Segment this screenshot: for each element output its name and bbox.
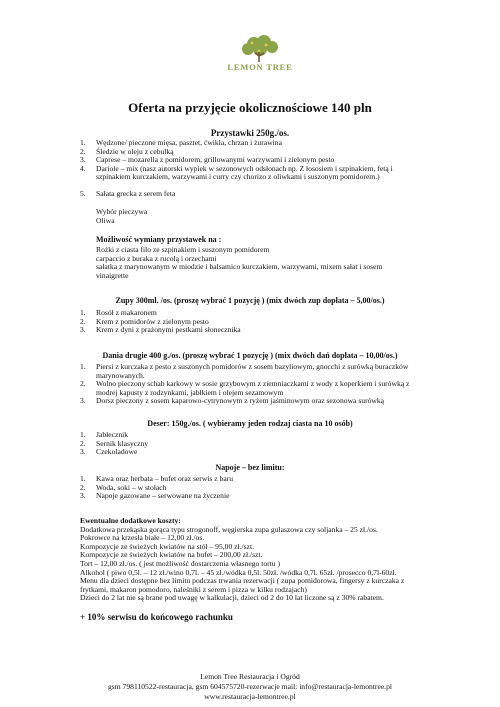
list-item: 2. Woda, soki – w stołach: [80, 482, 167, 492]
list-item: 2. Śledzie w oleju z cebulką: [80, 146, 174, 156]
footer: [0, 672, 500, 702]
soups-heading: Zupy 300ml. /os. (proszę wybrać 1 pozycję ) (mix dwóch zup dopłata – 5,00/os.): [115, 296, 385, 305]
list-item: 1. Jabłecznik: [80, 430, 129, 439]
list-item: Pokrowce na krzesła białe – 12,00 zł./os.: [80, 533, 205, 543]
logo-text: LEMON TREE: [227, 62, 293, 72]
starters-list: [80, 139, 420, 199]
extras-section: [80, 517, 425, 603]
list-item: Menu dla dzieci dostępne bez limitu podczas trwania rezerwacji ( zupa pomidorowa, fingersy z kurczaka z frytkami, makaron pomodoro, naleśniki z serem i pizza w kilku rodzajach): [80, 576, 405, 594]
mains-heading: Dania drugie 400 g./os. (proszę wybrać 1 pozycję ) (mix dwóch dań dopłata – 10,00/os.): [102, 351, 398, 360]
list-item: 3. Czekoladowe: [80, 447, 138, 457]
footer-name: Lemon Tree Restauracja i Ogród: [200, 672, 300, 681]
soups-list: [80, 309, 420, 335]
list-item: 5. Sałata grecka z serem feta: [80, 188, 176, 198]
drinks-list: [80, 475, 420, 501]
desserts-list: [80, 431, 420, 457]
list-item: 1. Rosół z makaronem: [80, 308, 157, 317]
mains-list: [80, 363, 425, 406]
list-item: 3. Dorsz pieczony z sosem kaparowo-cytrynowym z ryżem jaśminowym oraz sezonowa surówką: [80, 396, 385, 406]
swap-heading: Możliwość wymiany przystawek na :: [96, 235, 222, 244]
starters-heading: Przystawki 250g./os.: [210, 128, 290, 138]
list-item: Dzieci do 2 lat nie są brane pod uwagę w kalkulacji, dzieci od 2 do 10 lat liczone są z 30% rabatem.: [80, 593, 384, 603]
list-item: Rożki z ciasta filo ze szpinakiem i suszonym pomidorem: [96, 245, 270, 254]
list-item: 2. Wolno pieczony schab karkowy w sosie grzybowym z ziemniaczkami z wody z koperkiem i surówką z modrej kapusty z rodzynkami, jabłkiem i olejem sezamowym: [80, 379, 410, 397]
list-item: Kompozycje ze świeżych kwiatów na stół – 95,00 zł./szt.: [80, 541, 254, 551]
list-item: Wybór pieczywa: [96, 207, 148, 216]
desserts-heading: Deser: 150g./os. ( wybieramy jeden rodzaj ciasta na 10 osób): [147, 419, 353, 428]
list-item: Oliwa: [96, 215, 115, 225]
swap-lines: [96, 246, 416, 280]
page-title: Oferta na przyjęcie okolicznościowe 140 pln: [128, 100, 372, 115]
starters-extra: [96, 208, 426, 225]
list-item: Dodatkowa przekąska gorąca typu strogonoff, węgierska zupa gulaszowa czy soljanka – 25 zł./os.: [80, 524, 378, 534]
list-item: 1. Piersi z kurczaka z pesto z suszonych pomidorów z sosem bazyliowym, gnocchi z surówką buraczków marynowanych.: [80, 362, 409, 380]
list-item: 3. Caprese – mozarella z pomidorem, grillowanymi warzywami i zielonym pesto: [80, 155, 335, 165]
drinks-heading: Napoje – bez limitu:: [215, 463, 285, 472]
list-item: 3. Krem z dyni z prażonymi pestkami słonecznika: [80, 325, 241, 335]
list-item: Alkohol ( piwo 0,5l. – 12 zł./wino 0,7l. – 45 zł./wódka 0,5l. 50zł. /wódka 0,7l. 65zł. /prosecco 0,7l-60zł.: [80, 567, 397, 577]
list-item: 2. Krem z pomidorów z zielonym pesto: [80, 316, 209, 326]
list-item: sałatka z marynowanym w miodzie i balsamico kurczakiem, warzywami, mixem sałat i sosem vinaigrette: [96, 262, 383, 280]
list-item: 4. Dariole – mix (nasz autorski wypiek w sezonowych odsłonach np. Z łososiem i szpinakiem, fetą i szpinakiem kurczakiem, warzywami i curry czy chorizo z oliwkami i suszonym pomidorem.): [80, 163, 393, 182]
footer-website-link[interactable]: www.restauracja-lemontree.pl: [204, 692, 296, 701]
service-note: + 10% serwisu do końcowego rachunku: [80, 612, 233, 622]
list-item: 1. Kawa oraz herbata – bufet oraz serwis z baru: [80, 474, 234, 483]
list-item: Tort – 12,00 zł./os. ( jest możliwość dostarczenia własnego tortu ): [80, 558, 281, 568]
footer-contact: gsm 798110522-restauracja, gsm 604575720-rezerwacje mail: info@restauracja-lemontree.pl: [108, 682, 392, 691]
list-item: 1. Wędzone/ pieczone mięsa, pasztet, ćwikła, chrzan i żurawina: [80, 138, 282, 147]
list-item: carpaccio z buraka z rucolą i orzechami: [96, 253, 217, 263]
list-item: 3. Napoje gazowane – serwowane na życzenie: [80, 491, 230, 501]
list-item: 2. Sernik klasyczny: [80, 438, 149, 448]
list-item: Kompozycje ze świeżych kwiatów na bufet – 200,00 zł./szt.: [80, 550, 263, 560]
extras-heading: Ewentualne dodatkowe koszty:: [80, 516, 181, 525]
